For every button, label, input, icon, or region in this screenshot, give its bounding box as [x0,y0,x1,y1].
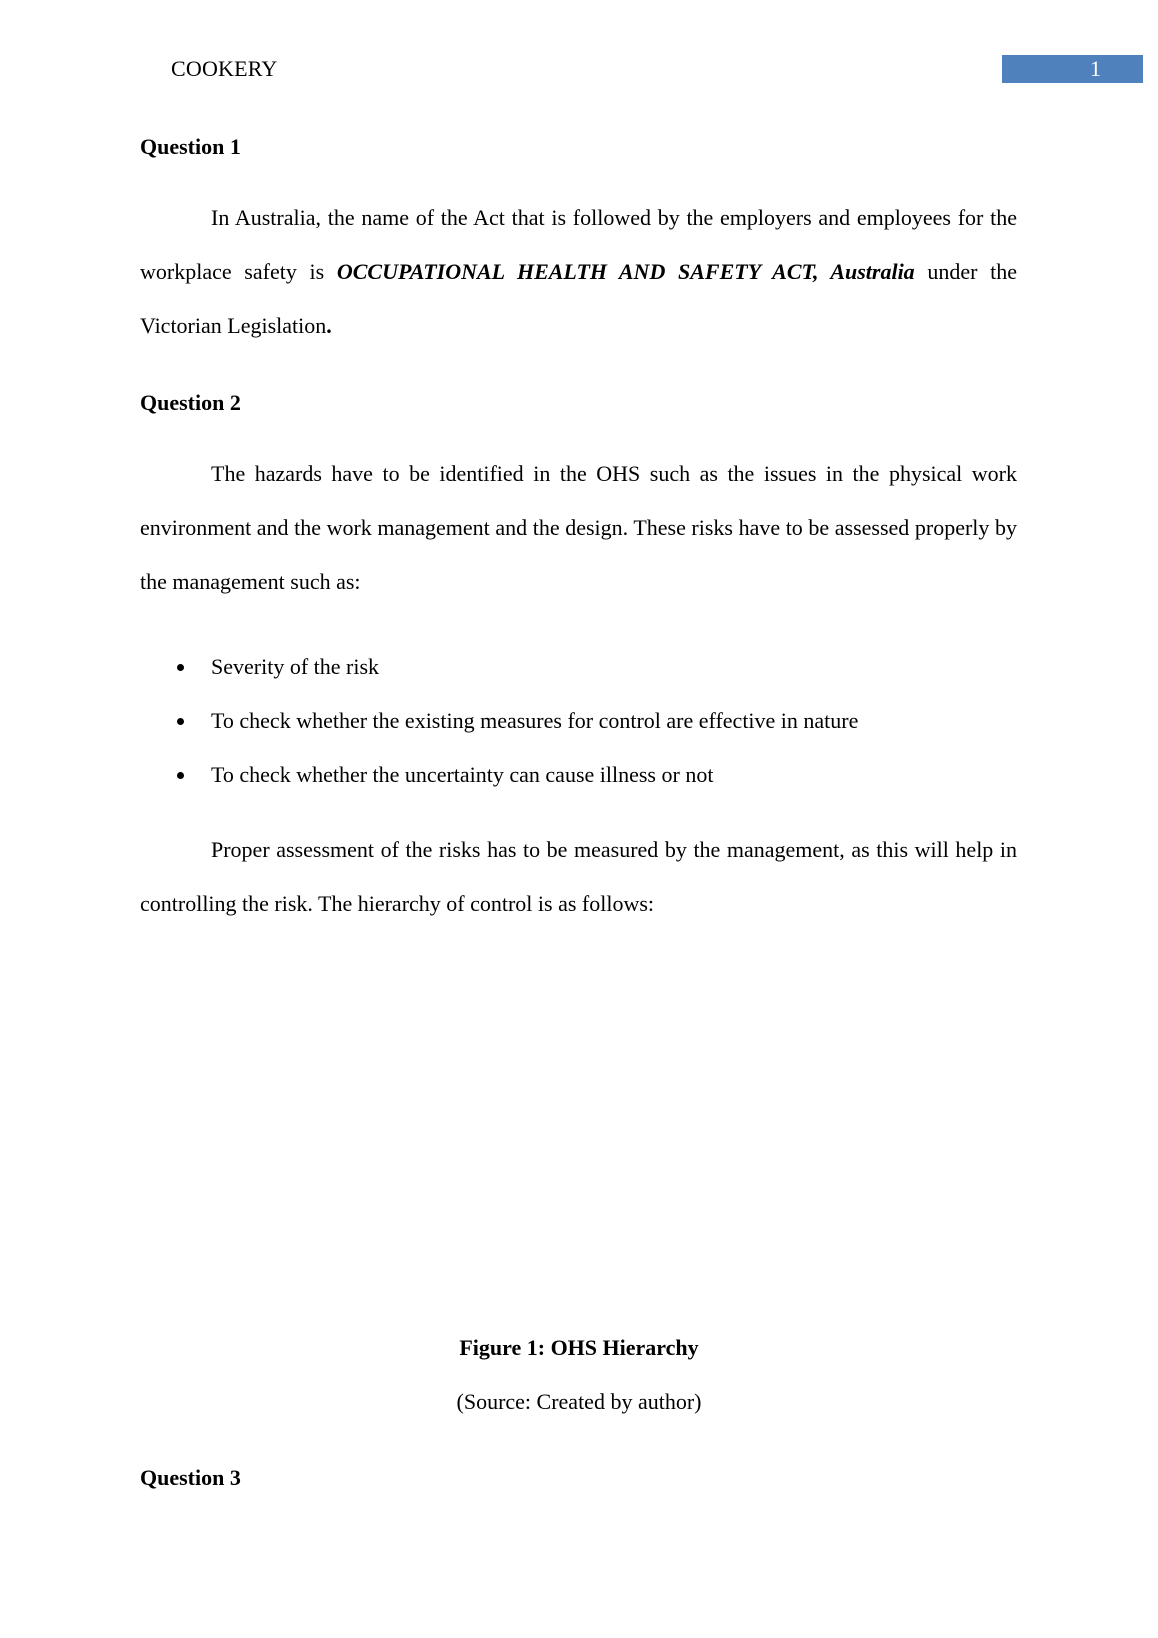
act-name: OCCUPATIONAL HEALTH AND SAFETY ACT, [336,259,831,284]
question-2-conclusion-text: Proper assessment of the risks has to be measured by the management, as this will help in controlling the risk. The hierarchy of control is as follows: [140,837,1017,916]
list-item-text: To check whether the uncertainty can cause illness or not [211,762,714,787]
list-item-text: To check whether the existing measures for control are effective in nature [211,708,859,733]
question-1-heading: Question 1 [140,134,241,159]
question-2-intro [140,447,1017,609]
question-2-conclusion [140,823,1017,931]
running-title: COOKERY [171,56,278,81]
question-1-paragraph [140,191,1017,353]
bullet-icon [177,772,184,779]
figure-placeholder [140,940,1017,1310]
bullet-icon [177,718,184,725]
question-3-heading: Question 3 [140,1465,241,1490]
page-number: 1 [1002,55,1143,83]
question-1-text-after: under the Victorian Legislation [140,259,1017,338]
bullet-icon [177,664,184,671]
question-2-intro-text: The hazards have to be identified in the OHS such as the issues in the physical work environment and the work management and the design. These risks have to be assessed properly by the management such as: [140,461,1017,594]
figure-caption: Figure 1: OHS Hierarchy [459,1335,699,1360]
risk-assessment-list [140,640,858,802]
act-country: Australia [830,259,915,284]
question-1-end-punct: . [326,313,332,338]
figure-source: (Source: Created by author) [456,1389,702,1414]
question-2-heading: Question 2 [140,390,241,415]
question-1-text-before: In Australia, the name of the Act that is followed by the employers and employees for the workplace safety is [140,205,1017,284]
list-item [140,694,858,748]
list-item-text: Severity of the risk [211,654,380,679]
list-item [140,640,858,694]
list-item [140,748,858,802]
